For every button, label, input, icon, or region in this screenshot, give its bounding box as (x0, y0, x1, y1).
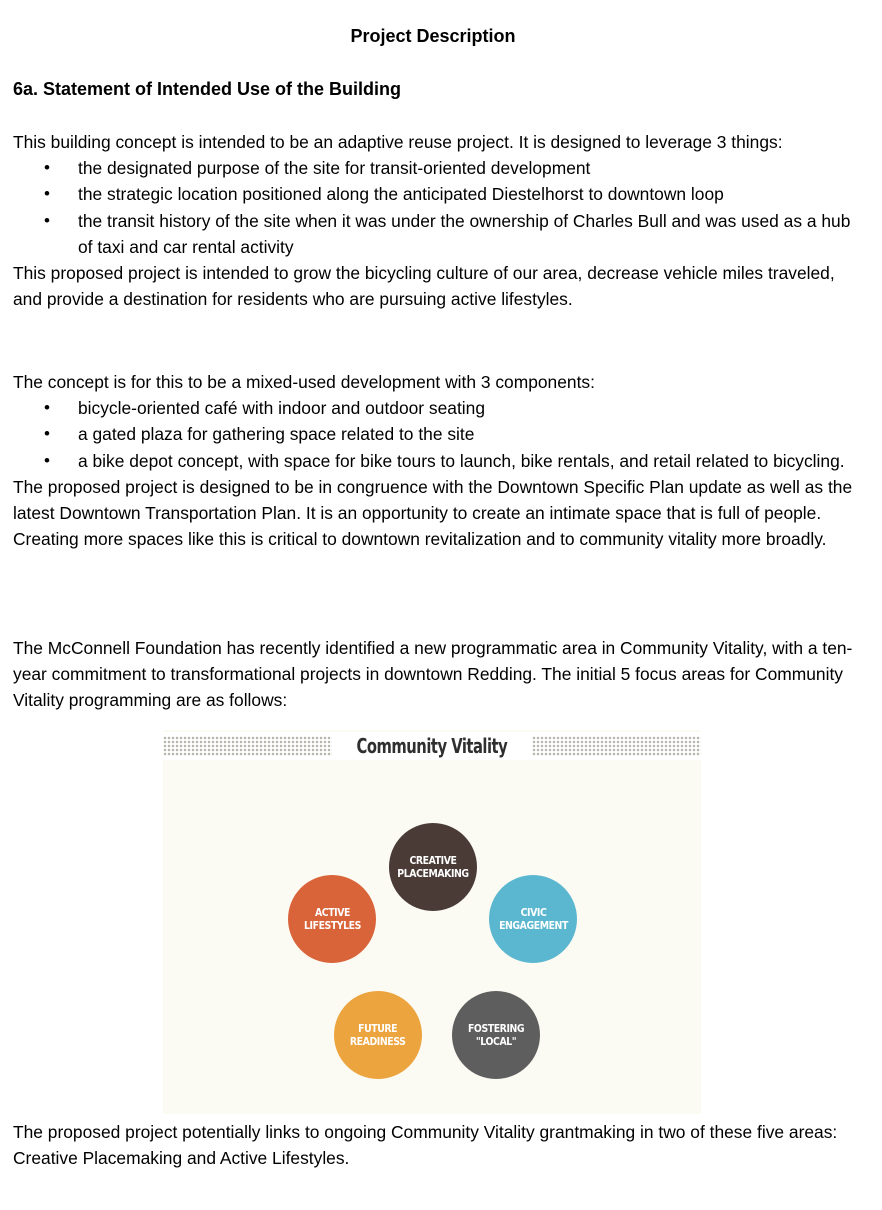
closing-paragraph: The proposed project potentially links to ongoing Community Vitality grantmaking in two of these five areas: Creative Placemaking and Active Lifestyles. (13, 1122, 838, 1169)
list-item-text: a gated plaza for gathering space related to the site (78, 424, 475, 445)
figure-title: Community Vitality (356, 734, 508, 758)
dotted-rule-left (163, 736, 332, 756)
intro-paragraph: This building concept is intended to be an adaptive reuse project. It is designed to leverage 3 things: (13, 132, 783, 152)
focus-area-label: PLACEMAKING (397, 867, 469, 880)
bullet-icon: • (44, 210, 50, 230)
bullet-icon: • (44, 398, 50, 418)
focus-area-civic-engagement (489, 875, 577, 963)
focus-area-future-readiness (334, 991, 422, 1079)
bullet-icon: • (44, 184, 50, 204)
figure-header (163, 732, 701, 760)
focus-area-label: LIFESTYLES (303, 919, 361, 932)
focus-area-label: READINESS (350, 1035, 406, 1048)
focus-area-fostering-local (452, 991, 540, 1079)
focus-area-label: FUTURE (358, 1022, 398, 1035)
concept-intro-paragraph: The concept is for this to be a mixed-used development with 3 components: (13, 372, 595, 392)
list-item (13, 395, 863, 421)
community-vitality-figure (163, 730, 701, 1114)
list-item (13, 448, 863, 474)
list-item (13, 181, 863, 207)
leverage-list (13, 155, 863, 260)
list-item (13, 208, 863, 260)
bullet-icon: • (44, 424, 50, 444)
components-list (13, 395, 863, 474)
focus-area-label: ACTIVE (314, 906, 350, 919)
focus-area-label: ENGAGEMENT (498, 919, 568, 932)
closing-block (13, 1119, 863, 1171)
list-item-text: the transit history of the site when it was under the ownership of Charles Bull and was used as a hub of taxi and car rental activity (78, 210, 851, 257)
dotted-rule-right (532, 736, 701, 756)
foundation-block (13, 635, 863, 714)
focus-area-label: FOSTERING (467, 1022, 525, 1035)
list-item-text: a bike depot concept, with space for bike tours to launch, bike rentals, and retail related to bicycling. (78, 450, 845, 471)
list-item (13, 421, 863, 447)
bullet-icon: • (44, 158, 50, 178)
focus-area-label: CREATIVE (409, 854, 457, 867)
concept-block (13, 369, 863, 552)
goal-paragraph: This proposed project is intended to grow the bicycling culture of our area, decrease vehicle miles traveled, and provide a destination for residents who are pursuing active lifestyles. (13, 263, 835, 310)
document-title: Project Description (350, 26, 516, 46)
intended-use-block (13, 129, 863, 312)
focus-area-active-lifestyles (288, 875, 376, 963)
foundation-paragraph: The McConnell Foundation has recently identified a new programmatic area in Community Vitality, with a ten-year commitment to transformational projects in downtown Redding. The initial 5 focus areas for Community Vitality programming are as follows: (13, 638, 853, 711)
focus-area-creative-placemaking (389, 823, 477, 911)
focus-area-label: CIVIC (520, 906, 546, 919)
list-item (13, 155, 863, 181)
focus-area-label: "LOCAL" (475, 1035, 517, 1048)
list-item-text: the strategic location positioned along the anticipated Diestelhorst to downtown loop (78, 184, 724, 205)
bullet-icon: • (44, 450, 50, 470)
list-item-text: the designated purpose of the site for transit-oriented development (78, 158, 591, 179)
section-heading: 6a. Statement of Intended Use of the Building (13, 79, 402, 99)
congruence-paragraph: The proposed project is designed to be in congruence with the Downtown Specific Plan update as well as the latest Downtown Transportation Plan. It is an opportunity to create an intimate space that is full of people. Creating more spaces like this is critical to downtown revitalization and to community vitality more broadly. (13, 476, 853, 550)
list-item-text: bicycle-oriented café with indoor and outdoor seating (78, 398, 485, 419)
